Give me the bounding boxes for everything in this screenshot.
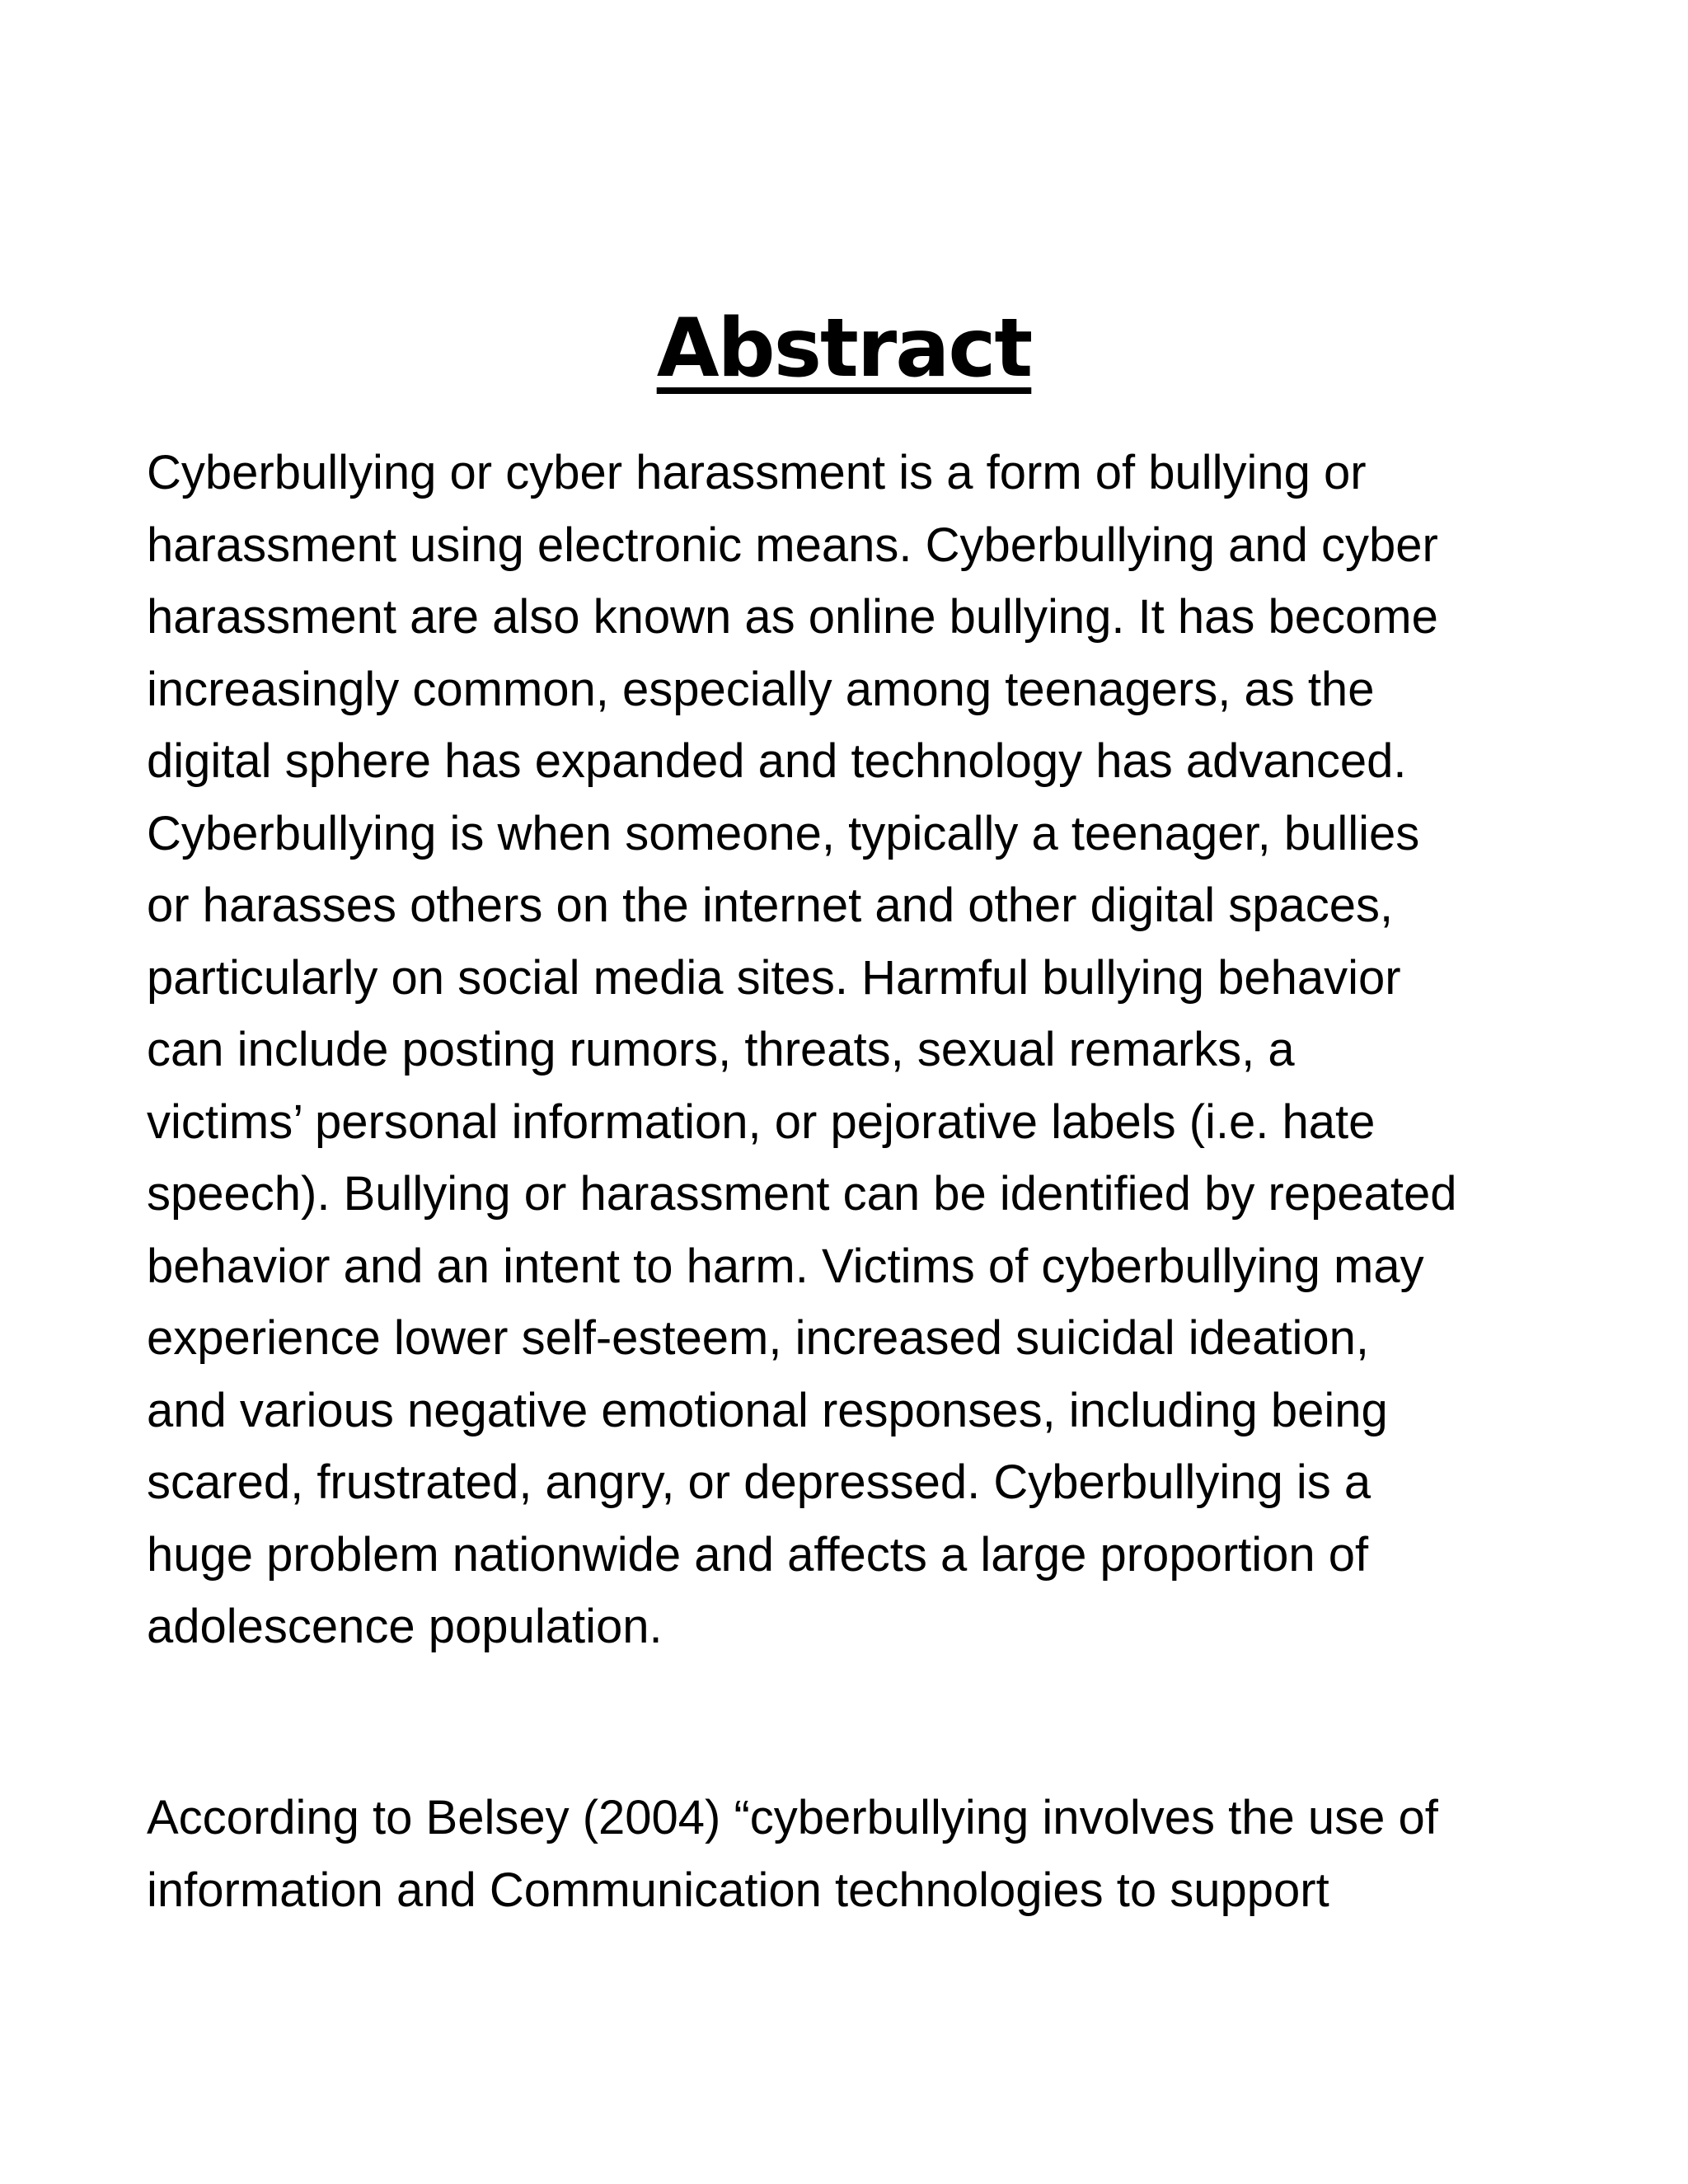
- text-line: huge problem nationwide and affects a large proportion of: [147, 1527, 1369, 1582]
- text-line: digital sphere has expanded and technology has advanced.: [147, 734, 1407, 788]
- text-line: experience lower self-esteem, increased suicidal ideation,: [147, 1311, 1369, 1365]
- text-line: particularly on social media sites. Harmful bullying behavior: [147, 950, 1401, 1005]
- text-line: Cyberbullying is when someone, typically a teenager, bullies: [147, 806, 1420, 860]
- text-line: and various negative emotional responses, including being: [147, 1383, 1388, 1437]
- text-line: behavior and an intent to harm. Victims of cyberbullying may: [147, 1239, 1424, 1293]
- text-line: information and Communication technologies to support: [147, 1863, 1329, 1917]
- belsey-paragraph: [147, 1782, 1564, 1926]
- text-line: can include posting rumors, threats, sexual remarks, a: [147, 1023, 1295, 1076]
- text-line: Cyberbullying or cyber harassment is a form of bullying or: [147, 446, 1367, 499]
- abstract-title: Abstract: [656, 302, 1032, 396]
- text-line: or harasses others on the internet and other digital spaces,: [147, 879, 1394, 932]
- text-line: According to Belsey (2004) “cyberbullying involves the use of: [147, 1791, 1438, 1844]
- text-line: harassment using electronic means. Cyberbullying and cyber: [147, 518, 1438, 572]
- text-line: increasingly common, especially among teenagers, as the: [147, 662, 1375, 716]
- text-line: victims’ personal information, or pejorative labels (i.e. hate: [147, 1094, 1376, 1149]
- text-line: speech). Bullying or harassment can be identified by repeated: [147, 1167, 1457, 1221]
- abstract-paragraph: [147, 437, 1564, 1663]
- text-line: harassment are also known as online bullying. It has become: [147, 590, 1438, 644]
- text-line: adolescence population.: [147, 1600, 663, 1653]
- text-line: scared, frustrated, angry, or depressed. Cyberbullying is a: [147, 1455, 1372, 1509]
